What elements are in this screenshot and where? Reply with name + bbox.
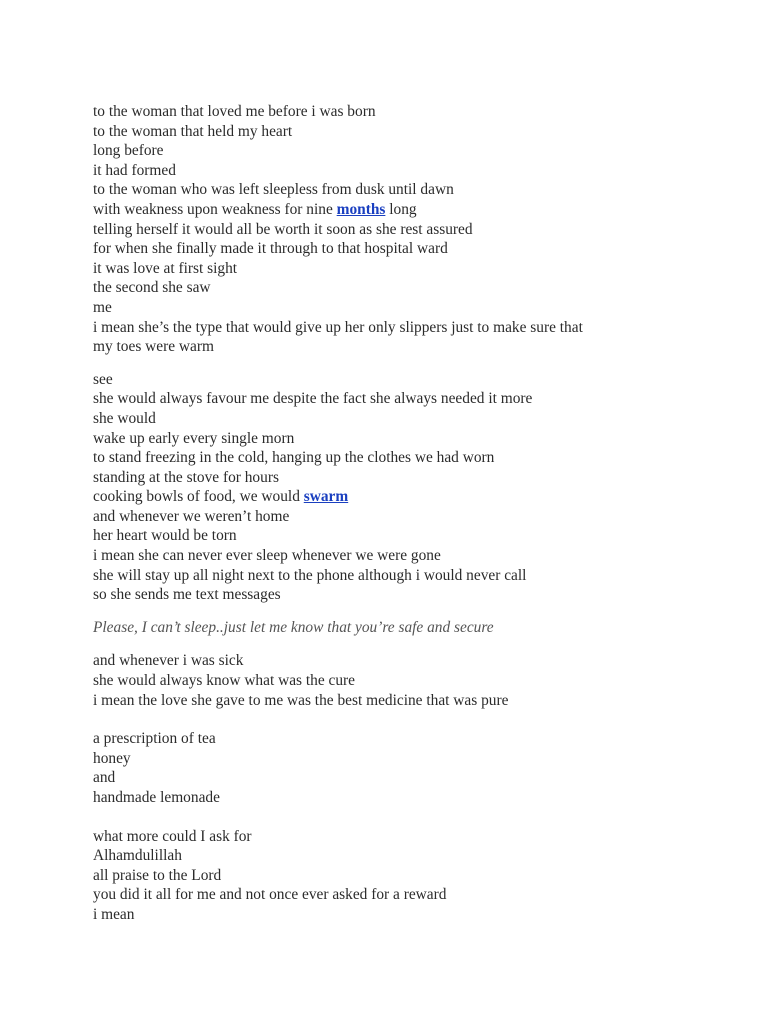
poem-line: to the woman that loved me before i was born xyxy=(93,103,376,120)
stanza-3 xyxy=(93,651,733,710)
poem-line: a prescription of tea xyxy=(93,730,216,748)
poem-line: she will stay up all night next to the phone although i would never call xyxy=(93,566,527,584)
poem-line: i mean xyxy=(93,905,135,923)
swarm-link[interactable]: swarm xyxy=(303,488,349,506)
poem-line: and xyxy=(93,769,116,787)
stanza-gap xyxy=(93,710,733,729)
poem-line: long before xyxy=(93,142,164,160)
poem-line: you did it all for me and not once ever asked for a reward xyxy=(93,886,447,904)
poem-line: standing at the stove for hours xyxy=(93,468,279,486)
poem-line: to the woman that held my heart xyxy=(93,122,293,140)
quoted-text-message: Please, I can’t sleep..just let me know that you’re safe and secure xyxy=(93,618,494,636)
poem-line: me xyxy=(93,298,112,316)
poem-line: what more could I ask for xyxy=(93,827,252,845)
poem-line: it was love at first sight xyxy=(93,259,238,277)
poem-line: i mean she can never ever sleep whenever we were gone xyxy=(93,547,441,565)
stanza-gap xyxy=(93,357,733,370)
months-link[interactable]: months xyxy=(336,200,386,218)
line-text: cooking bowls of food, we would xyxy=(93,488,304,506)
poem-line: it had formed xyxy=(93,161,176,179)
poem-line-with-link xyxy=(93,200,733,220)
poem-line: all praise to the Lord xyxy=(93,866,222,884)
poem-line: i mean she’s the type that would give up her only slippers just to make sure that xyxy=(93,318,583,336)
poem-line: wake up early every single morn xyxy=(93,429,295,447)
poem-line: and whenever we weren’t home xyxy=(93,507,290,525)
stanza-2 xyxy=(93,370,733,605)
poem-line: the second she saw xyxy=(93,279,211,297)
stanza-gap xyxy=(93,605,733,618)
poem-line: i mean the love she gave to me was the best medicine that was pure xyxy=(93,691,509,709)
stanza-gap xyxy=(93,808,733,827)
poem-line: my toes were warm xyxy=(93,338,214,356)
poem-line: her heart would be torn xyxy=(93,527,237,545)
stanza-5 xyxy=(93,827,733,925)
stanza-1 xyxy=(93,102,733,357)
poem-line: to the woman who was left sleepless from dusk until dawn xyxy=(93,181,454,199)
line-text: with weakness upon weakness for nine xyxy=(93,200,337,218)
poem-line-with-link xyxy=(93,487,733,507)
poem-line: telling herself it would all be worth it soon as she rest assured xyxy=(93,220,473,238)
poem-line: she would xyxy=(93,409,156,427)
poem-line: see xyxy=(93,370,113,388)
stanza-4 xyxy=(93,729,733,807)
poem-line: for when she finally made it through to that hospital ward xyxy=(93,240,448,258)
line-text: long xyxy=(385,200,417,218)
poem-line: so she sends me text messages xyxy=(93,586,281,604)
stanza-gap xyxy=(93,637,733,651)
poem-line: honey xyxy=(93,749,131,767)
poem-document xyxy=(93,102,733,925)
poem-line: she would always favour me despite the fact she always needed it more xyxy=(93,390,533,408)
poem-line: handmade lemonade xyxy=(93,789,220,806)
poem-line: and whenever i was sick xyxy=(93,652,244,670)
poem-line: to stand freezing in the cold, hanging up the clothes we had worn xyxy=(93,449,495,467)
poem-line: Alhamdulillah xyxy=(93,847,182,865)
poem-line: she would always know what was the cure xyxy=(93,672,356,690)
